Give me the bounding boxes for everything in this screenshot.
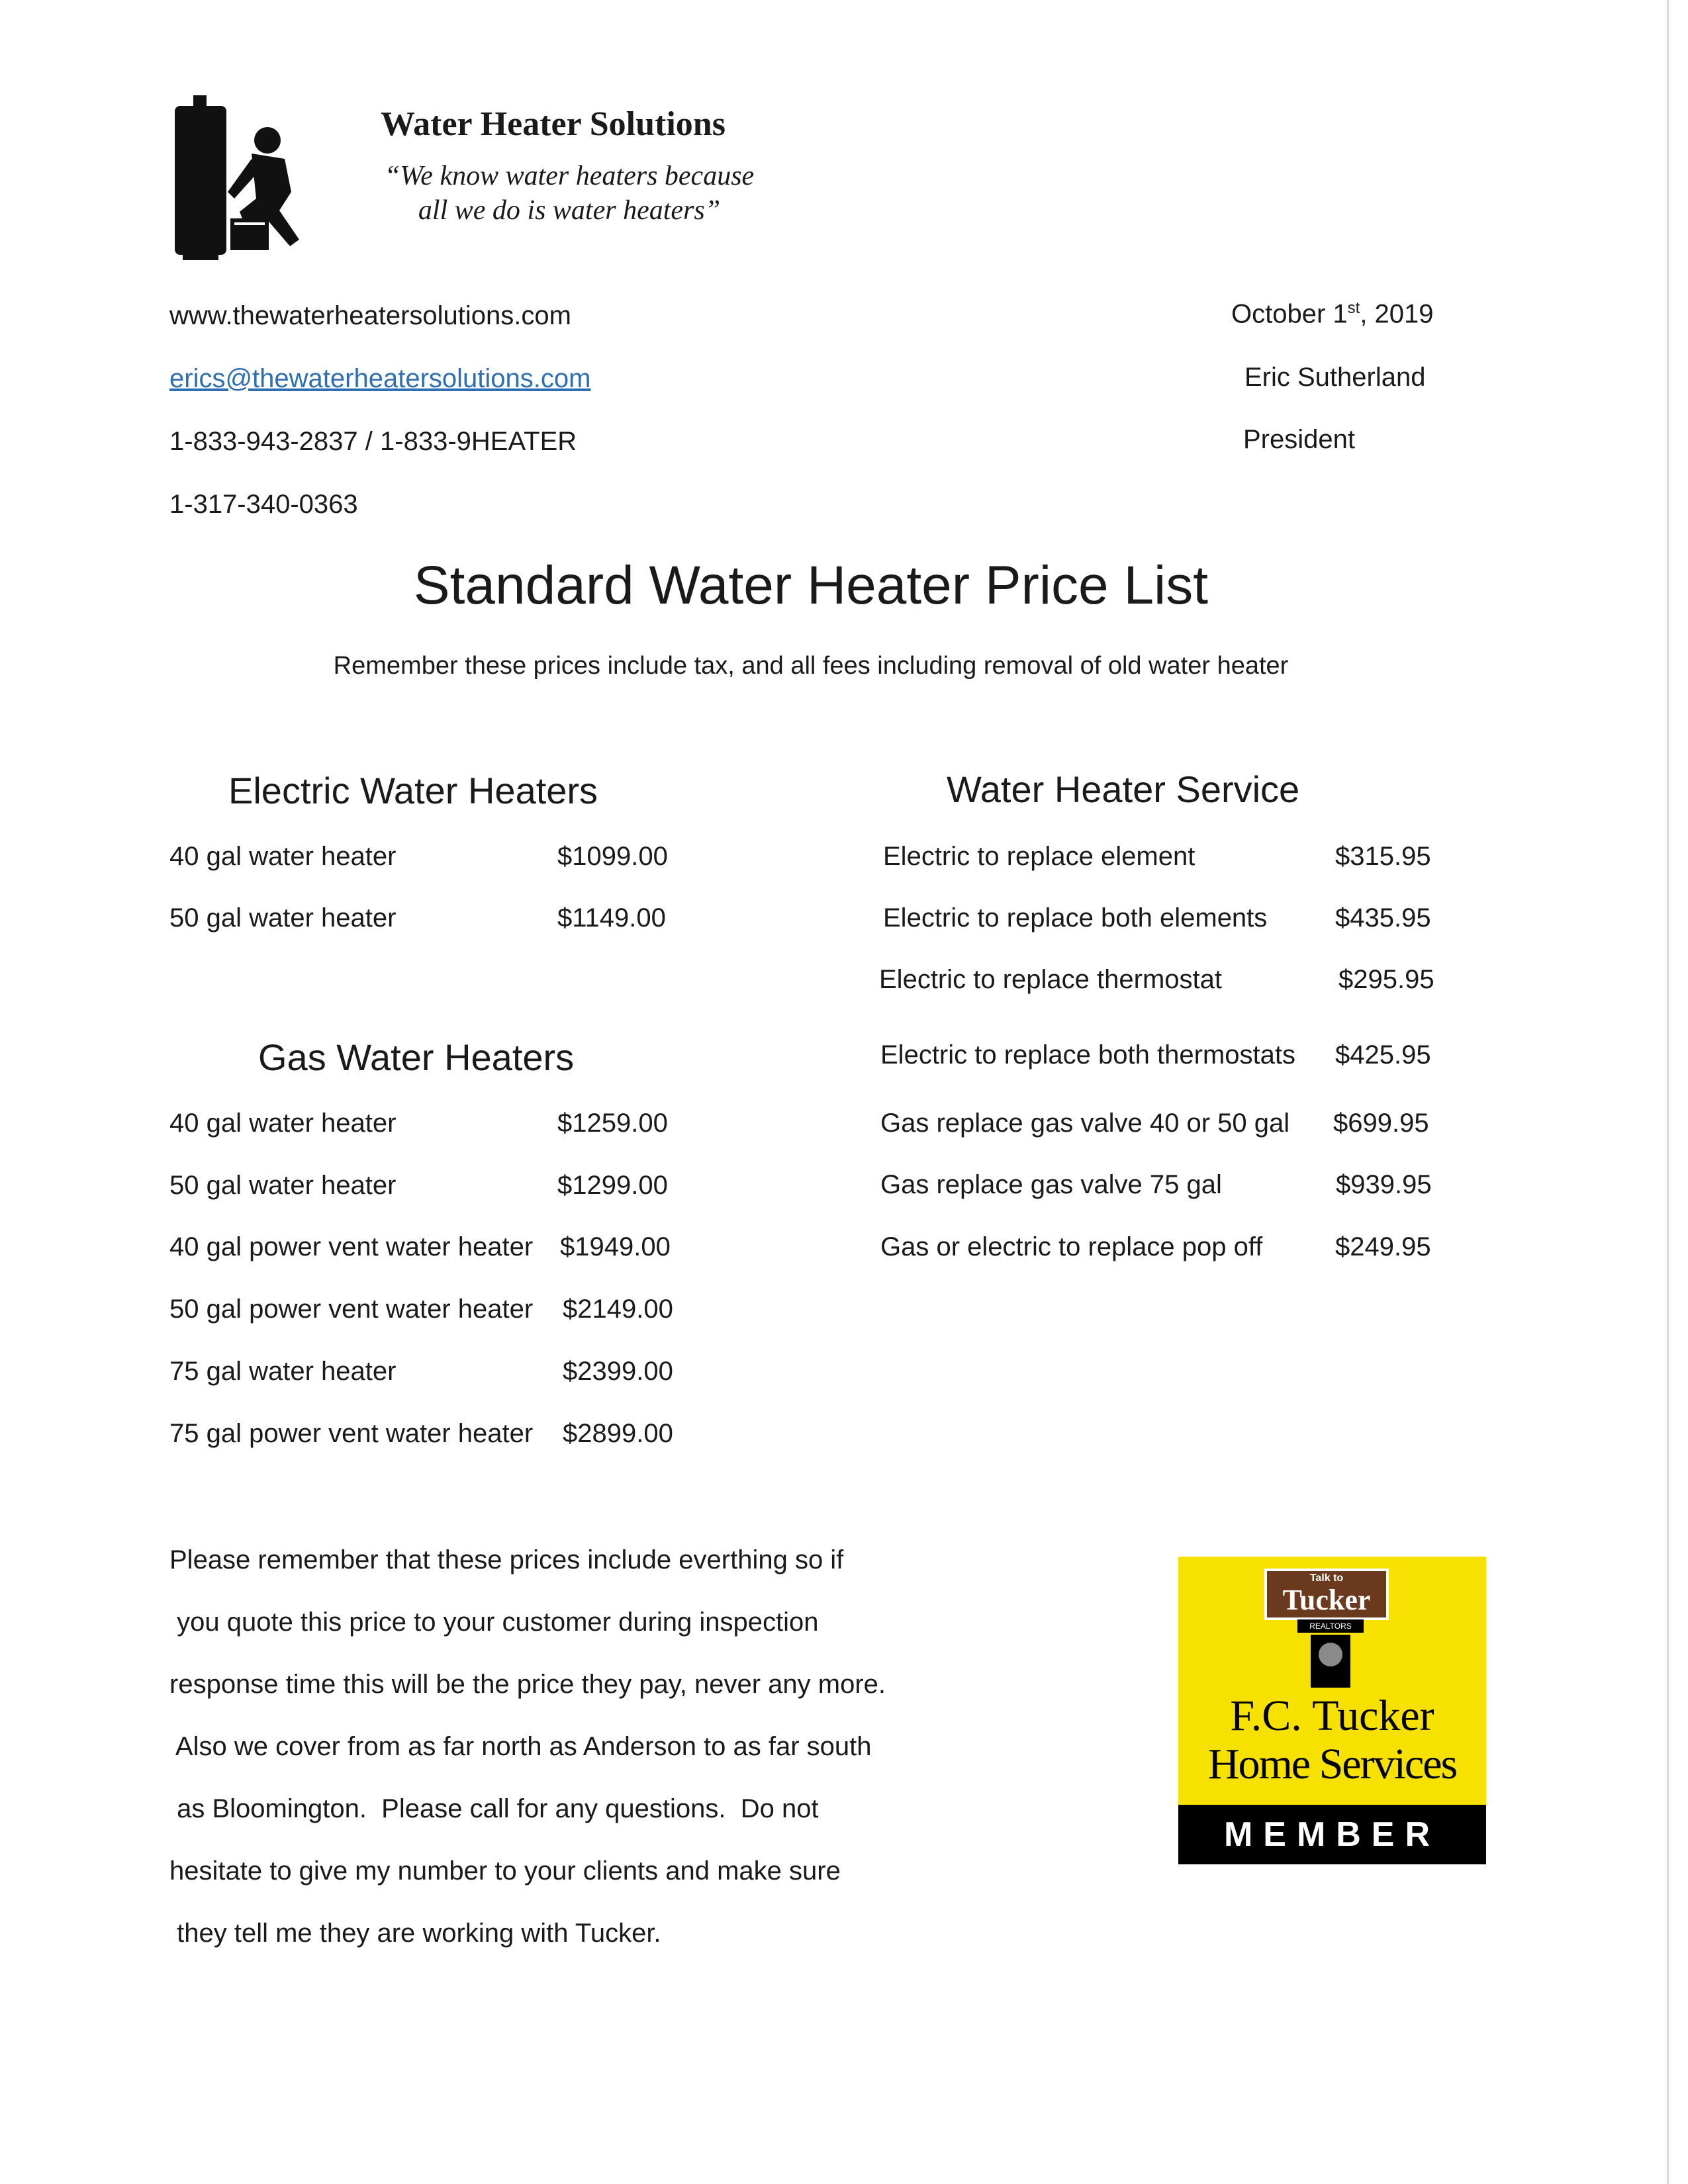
date-year: , 2019	[1360, 299, 1434, 329]
talk-to-tucker-logo	[1264, 1569, 1389, 1620]
price-note-subtitle: Remember these prices include tax, and all fees including removal of old water heater	[333, 652, 1289, 680]
note-line: hesitate to give my number to your clients and make sure	[169, 1856, 841, 1886]
price-value: $435.95	[1335, 903, 1431, 933]
tagline-line-2: all we do is water heaters”	[418, 195, 721, 226]
email-link[interactable]: erics@thewaterheatersolutions.com	[169, 364, 591, 393]
talk-big-text: Tucker	[1282, 1584, 1371, 1616]
price-value: $2399.00	[563, 1357, 673, 1386]
note-line: as Bloomington. Please call for any questions. Do not	[169, 1794, 819, 1823]
price-item: 40 gal water heater	[169, 1109, 397, 1138]
tagline-line-1: “We know water heaters because	[384, 161, 755, 191]
electric-heading: Electric Water Heaters	[228, 770, 598, 811]
price-item: Gas replace gas valve 40 or 50 gal	[880, 1109, 1290, 1138]
date-suffix: st	[1347, 299, 1360, 317]
price-value: $2899.00	[563, 1419, 673, 1448]
note-line: you quote this price to your customer during inspection	[169, 1608, 819, 1637]
price-item: Gas or electric to replace pop off	[880, 1232, 1263, 1261]
price-value: $1099.00	[557, 842, 668, 871]
price-item: Electric to replace element	[883, 842, 1196, 871]
realtors-label: REALTORS	[1297, 1619, 1364, 1633]
price-value: $425.95	[1335, 1040, 1431, 1069]
gas-heading: Gas Water Heaters	[258, 1036, 575, 1078]
company-name: Water Heater Solutions	[381, 105, 726, 143]
talk-small-text: Talk to	[1309, 1572, 1344, 1584]
member-banner: MEMBER	[1178, 1805, 1486, 1864]
price-item: 50 gal power vent water heater	[169, 1295, 534, 1324]
price-item: Electric to replace both elements	[883, 903, 1268, 933]
price-value: $1149.00	[557, 903, 666, 933]
fc-tucker-member-badge	[1178, 1557, 1486, 1864]
page-edge	[1667, 0, 1669, 2184]
letter-date	[1231, 299, 1434, 329]
badge-line-2: Home Services	[1207, 1740, 1457, 1788]
signer-title: President	[1243, 425, 1355, 454]
phone-toll-free: 1-833-943-2837 / 1-833-9HEATER	[169, 427, 577, 456]
badge-line-1: F.C. Tucker	[1230, 1692, 1434, 1740]
date-prefix: October 1	[1231, 299, 1348, 329]
price-value: $249.95	[1335, 1232, 1431, 1261]
price-value: $1949.00	[560, 1232, 671, 1261]
price-item: Electric to replace both thermostats	[880, 1040, 1295, 1069]
note-line: Please remember that these prices include everthing so if	[169, 1545, 844, 1574]
tagline	[371, 159, 768, 228]
technician-water-heater-icon	[173, 93, 312, 265]
price-item: 40 gal power vent water heater	[169, 1232, 534, 1261]
phone-local: 1-317-340-0363	[169, 490, 358, 519]
price-value: $315.95	[1335, 842, 1431, 871]
price-value: $1259.00	[557, 1109, 668, 1138]
note-line: response time this will be the price they pay, never any more.	[169, 1670, 886, 1699]
price-item: 50 gal water heater	[169, 1171, 397, 1200]
page-title: Standard Water Heater Price List	[413, 555, 1209, 615]
globe-icon	[1319, 1643, 1342, 1666]
price-item: 75 gal water heater	[169, 1357, 397, 1386]
note-line: Also we cover from as far north as Anderson to as far south	[169, 1732, 872, 1761]
price-item: Electric to replace thermostat	[879, 965, 1222, 994]
service-heading: Water Heater Service	[947, 768, 1300, 810]
closing-note	[169, 1545, 886, 1981]
price-item: Gas replace gas valve 75 gal	[880, 1170, 1222, 1199]
price-item: 75 gal power vent water heater	[169, 1419, 534, 1448]
price-value: $2149.00	[563, 1295, 673, 1324]
website[interactable]: www.thewaterheatersolutions.com	[169, 301, 571, 330]
note-line: they tell me they are working with Tucker.	[169, 1919, 661, 1948]
price-value: $295.95	[1338, 965, 1434, 994]
price-value: $939.95	[1336, 1170, 1432, 1199]
price-value: $699.95	[1333, 1109, 1429, 1138]
price-item: 40 gal water heater	[169, 842, 397, 871]
price-item: 50 gal water heater	[169, 903, 397, 933]
price-value: $1299.00	[557, 1171, 668, 1200]
signer-name: Eric Sutherland	[1244, 363, 1426, 392]
